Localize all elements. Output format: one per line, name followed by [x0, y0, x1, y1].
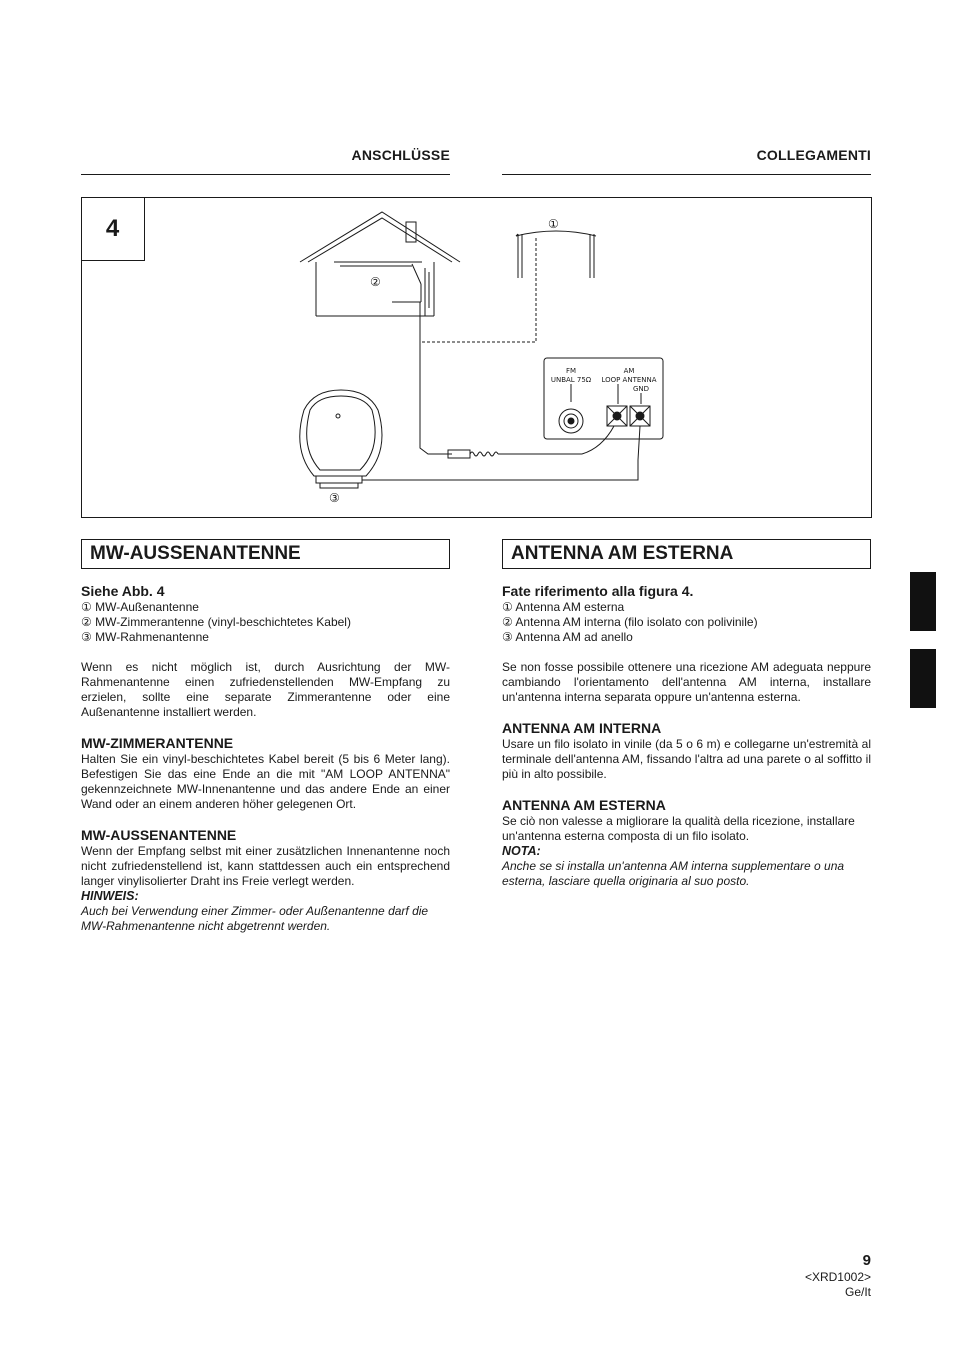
page-footer: [805, 1252, 871, 1300]
italian-sub1-text: Usare un filo isolato in vinile (da 5 o 6 m) e collegarne un'estremità al terminale dell'antenna AM, fissando l'altra ad una parete o al soffitto il più in alto possibile.: [502, 737, 871, 781]
german-sub1-title: MW-ZIMMERANTENNE: [81, 735, 234, 751]
german-item-1: ① MW-Außenantenne: [81, 600, 199, 614]
terminal-gnd-label: GND: [632, 385, 650, 393]
antenna-connection-diagram: [82, 198, 870, 516]
page-number: 9: [862, 1252, 871, 1269]
am-lead-wire: [582, 426, 614, 454]
figure-number: 4: [81, 197, 145, 261]
german-item-3: ③ MW-Rahmenantenne: [81, 630, 209, 644]
italian-sub1-title: ANTENNA AM INTERNA: [502, 720, 662, 736]
german-item-2: ② MW-Zimmerantenne (vinyl-beschichtetes Kabel): [81, 615, 351, 629]
terminal-am-sub: LOOP ANTENNA: [601, 376, 657, 384]
terminal-fm-label: FM: [565, 367, 577, 375]
header-left-rule: [81, 174, 450, 175]
german-intro: Wenn es nicht möglich ist, durch Ausrichtung der MW-Rahmenantenne einen zufriedenstellenden MW-Empfang zu erzielen, sollte eine separate Zimmerantenne oder eine Außenantenne installiert werden.: [81, 660, 450, 719]
language-tab-german: [910, 572, 936, 631]
terminal-panel: [544, 358, 663, 439]
german-ref: Siehe Abb. 4: [81, 583, 165, 599]
loop-antenna-icon: [300, 390, 382, 488]
german-sub2-text: Wenn der Empfang selbst mit einer zusätzlichen Innenantenne noch nicht zufriedenstellend ist, kann stattdessen auch ein entsprechend langer vinylisolierter Draht ins Freie verlegt werden.: [81, 844, 450, 888]
italian-note-title: NOTA:: [502, 844, 541, 858]
german-note-text: Auch bei Verwendung einer Zimmer- oder Außenantenne darf die MW-Rahmenantenne nicht abgetrennt werden.: [81, 904, 429, 933]
italian-item-1: ① Antenna AM esterna: [502, 600, 625, 614]
outdoor-antenna-icon: [516, 231, 596, 278]
german-section-title: MW-AUSSENANTENNE: [81, 539, 450, 569]
callout-3: ③: [329, 491, 340, 505]
callout-2: ②: [370, 275, 381, 289]
header-left-title: ANSCHLÜSSE: [351, 147, 450, 163]
gnd-terminal-icon: [630, 406, 650, 426]
wire-plug-icon: [448, 450, 498, 458]
german-column: [81, 583, 450, 934]
terminal-am-label: AM: [623, 367, 635, 375]
document-code: <XRD1002>: [804, 1270, 871, 1284]
indoor-wire: [420, 302, 452, 454]
language-code: Ge/It: [844, 1285, 871, 1299]
italian-item-3: ③ Antenna AM ad anello: [502, 630, 633, 644]
italian-intro: Se non fosse possibile ottenere una ricezione AM adeguata neppure cambiando l'orientamento dell'antenna AM interna, installare un'antenna interna separata oppure un'antenna esterna.: [502, 660, 871, 704]
house-icon: [300, 212, 460, 316]
german-sub1-text: Halten Sie ein vinyl-beschichtetes Kabel bereit (5 bis 6 Meter lang). Befestigen Sie das eine Ende an die mit "AM LOOP ANTENNA" gekennzeichnete MW-Innenantenne und das andere Ende an einer Wand oder an einem anderen höher gelegenen Ort.: [81, 752, 450, 811]
italian-ref: Fate riferimento alla figura 4.: [502, 583, 694, 599]
loop-lead-wire: [362, 426, 640, 480]
german-sub2-title: MW-AUSSENANTENNE: [81, 827, 237, 843]
header-right-rule: [502, 174, 871, 175]
language-tab-italian: [910, 649, 936, 708]
italian-column: [502, 583, 871, 889]
german-note-title: HINWEIS:: [81, 889, 139, 903]
callout-1: ①: [548, 217, 559, 231]
italian-item-2: ② Antenna AM interna (filo isolato con polivinile): [502, 615, 758, 629]
terminal-fm-sub: UNBAL 75Ω: [550, 376, 592, 384]
italian-section-title: ANTENNA AM ESTERNA: [502, 539, 871, 569]
italian-note-text: Anche se si installa un'antenna AM interna supplementare o una esterna, lasciare quella originaria al suo posto.: [502, 859, 845, 888]
italian-sub2-title: ANTENNA AM ESTERNA: [502, 797, 666, 813]
am-terminal-icon: [607, 406, 627, 426]
italian-sub2-text: Se ciò non valesse a migliorare la qualità della ricezione, installare un'antenna esterna composta di un filo isolato.: [502, 814, 855, 843]
header-right-title: COLLEGAMENTI: [756, 147, 871, 163]
fm-connector-icon: [559, 409, 583, 433]
